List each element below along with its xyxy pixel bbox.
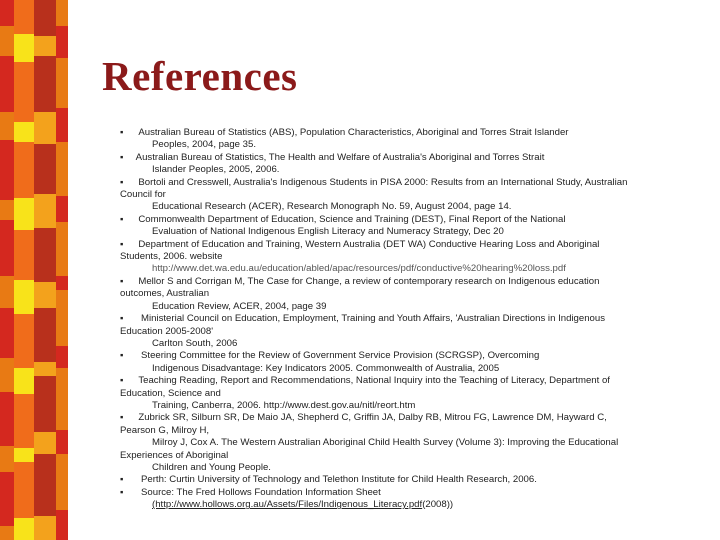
stripe-block	[56, 276, 68, 290]
stripe-block	[14, 462, 34, 488]
stripe-block	[14, 122, 34, 142]
stripe-block	[56, 166, 68, 196]
reference-list	[120, 127, 648, 512]
stripe-block	[14, 142, 34, 172]
stripe-block	[56, 430, 68, 454]
stripe-block	[34, 330, 56, 362]
stripe-block	[14, 368, 34, 394]
reference-url[interactable]: http://www.det.wa.edu.au/education/abled/apac/resources/pdf/conductive%20hearing%20loss.pdf	[152, 263, 566, 275]
stripe-block	[0, 358, 14, 392]
stripe-block	[56, 346, 68, 368]
stripe-block	[0, 276, 14, 308]
reference-item: ▪ Teaching Reading, Report and Recommendations, National Inquiry into the Teaching of Literacy, Department of Education, Science and Training, Canberra, 2006. http://www.dest.gov.au/nitl/reort.htm	[120, 375, 610, 411]
reference-item: ▪ Department of Education and Training, Western Australia (DET WA) Conductive Hearing Loss and Aboriginal Students, 2006. website http://www.det.wa.edu.au/education/abled/apac/resources/pdf/conductive%20hearing%20loss.pdf	[120, 239, 648, 276]
stripe-block	[34, 282, 56, 308]
stripe-block	[0, 392, 14, 416]
stripe-block	[14, 280, 34, 314]
stripe-block	[56, 368, 68, 402]
stripe-block	[34, 454, 56, 488]
bullet-icon: ▪	[120, 313, 124, 325]
stripe-block	[56, 244, 68, 276]
reference-item: ▪ Ministerial Council on Education, Employment, Training and Youth Affairs, 'Australian Directions in Indigenous Education 2005-2008' Carlton South, 2006	[120, 313, 606, 349]
stripe-block	[0, 250, 14, 276]
stripe-block	[0, 140, 14, 164]
stripe-block	[0, 416, 14, 446]
stripe-block	[34, 194, 56, 228]
reference-item: ▪ Mellor S and Corrigan M, The Case for Change, a review of contemporary research on Indigenous education outcomes, Australian Education Review, ACER, 2004, page 39	[120, 275, 600, 312]
stripe-block	[56, 80, 68, 108]
stripe-block	[34, 252, 56, 282]
stripe-block	[0, 494, 14, 526]
bullet-icon: ▪	[120, 412, 124, 424]
stripe-block	[56, 108, 68, 142]
stripe-block	[56, 26, 68, 58]
stripe-block	[34, 362, 56, 376]
stripe-block	[14, 198, 34, 230]
stripe-block	[0, 78, 14, 112]
stripe-block	[56, 490, 68, 510]
stripe-block	[56, 0, 68, 26]
stripe-block	[56, 290, 68, 316]
bullet-icon: ▪	[120, 176, 124, 188]
stripe-block	[0, 330, 14, 358]
stripe-block	[34, 56, 56, 86]
page-title: References	[102, 53, 298, 99]
reference-item: ▪ Commonwealth Department of Education, Science and Training (DEST), Final Report of the National Evaluation of National Indigenous English Literacy and Numeracy Strategy, Dec 20	[120, 213, 566, 238]
stripe-block	[0, 56, 14, 78]
stripe-block	[34, 36, 56, 56]
stripe-block	[14, 416, 34, 448]
bullet-icon: ▪	[120, 486, 124, 498]
stripe-block	[56, 402, 68, 430]
stripe-block	[14, 314, 34, 338]
bullet-icon: ▪	[120, 238, 124, 250]
stripe-block	[34, 86, 56, 112]
stripe-block	[14, 34, 34, 62]
stripe-block	[14, 488, 34, 518]
stripe-block	[56, 222, 68, 244]
stripe-block	[14, 518, 34, 540]
stripe-block	[14, 448, 34, 462]
reference-item: ▪ Perth: Curtin University of Technology and Telethon Institute for Child Health Research, 2006.	[120, 474, 537, 486]
stripe-block	[0, 200, 14, 220]
stripe-block	[56, 510, 68, 540]
stripe-block	[34, 432, 56, 454]
decorative-stripe	[0, 0, 68, 540]
stripe-block	[34, 0, 56, 36]
stripe-block	[34, 488, 56, 516]
bullet-icon: ▪	[120, 151, 124, 163]
stripe-block	[14, 0, 34, 34]
stripe-block	[56, 316, 68, 346]
stripe-block	[0, 446, 14, 472]
stripe-block	[0, 26, 14, 56]
bullet-icon: ▪	[120, 213, 124, 225]
reference-item: ▪ Zubrick SR, Silburn SR, De Maio JA, Shepherd C, Griffin JA, Dalby RB, Mitrou FG, Lawrence DM, Hayward C, Pearson G, Milroy H, Milroy J, Cox A. The Western Australian Aboriginal Child Health Survey (Volume 3): Improving the Educational Experiences of Aboriginal Children and Young People.	[120, 412, 619, 473]
stripe-block	[0, 0, 14, 26]
bullet-icon: ▪	[120, 474, 124, 486]
stripe-block	[34, 376, 56, 402]
reference-item: ▪ Australian Bureau of Statistics, The Health and Welfare of Australia's Aboriginal and Torres Strait Islander Peoples, 2005, 2006.	[120, 151, 545, 176]
bullet-icon: ▪	[120, 375, 124, 387]
stripe-block	[14, 338, 34, 368]
stripe-block	[0, 526, 14, 540]
stripe-block	[0, 164, 14, 200]
stripe-block	[56, 454, 68, 490]
stripe-block	[56, 58, 68, 80]
stripe-block	[34, 308, 56, 330]
bullet-icon: ▪	[120, 350, 124, 362]
reference-item: ▪ Steering Committee for the Review of Government Service Provision (SCRGSP), Overcoming Indigenous Disadvantage: Key Indicators 2005. Commonwealth of Australia, 2005	[120, 350, 540, 374]
stripe-block	[56, 142, 68, 166]
stripe-block	[0, 112, 14, 140]
stripe-block	[34, 228, 56, 252]
stripe-block	[14, 172, 34, 198]
stripe-block	[34, 166, 56, 194]
bullet-icon: ▪	[120, 275, 124, 287]
reference-item: ▪ Australian Bureau of Statistics (ABS), Population Characteristics, Aboriginal and Torres Strait Islander Peoples, 2004, page 35.	[120, 127, 569, 151]
stripe-block	[34, 516, 56, 540]
stripe-block	[14, 394, 34, 416]
stripe-block	[34, 112, 56, 144]
stripe-block	[14, 62, 34, 86]
stripe-block	[34, 144, 56, 166]
stripe-block	[14, 252, 34, 280]
source-link[interactable]: (http://www.hollows.org.au/Assets/Files/Indigenous_Literacy.pdf	[152, 499, 423, 511]
reference-item: ▪ Source: The Fred Hollows Foundation Information Sheet (http://www.hollows.org.au/Assets/Files/Indigenous_Literacy.pdf(2008))	[120, 486, 454, 511]
stripe-block	[34, 402, 56, 432]
stripe-block	[0, 308, 14, 330]
stripe-block	[14, 86, 34, 122]
reference-item: ▪ Bortoli and Cresswell, Australia's Indigenous Students in PISA 2000: Results from an International Study, Australian Council for Educational Research (ACER), Research Monograph No. 59, August 2004, page 14.	[120, 176, 628, 213]
stripe-block	[56, 196, 68, 222]
bullet-icon: ▪	[120, 127, 124, 138]
stripe-block	[14, 230, 34, 252]
stripe-block	[0, 472, 14, 494]
stripe-block	[0, 220, 14, 250]
